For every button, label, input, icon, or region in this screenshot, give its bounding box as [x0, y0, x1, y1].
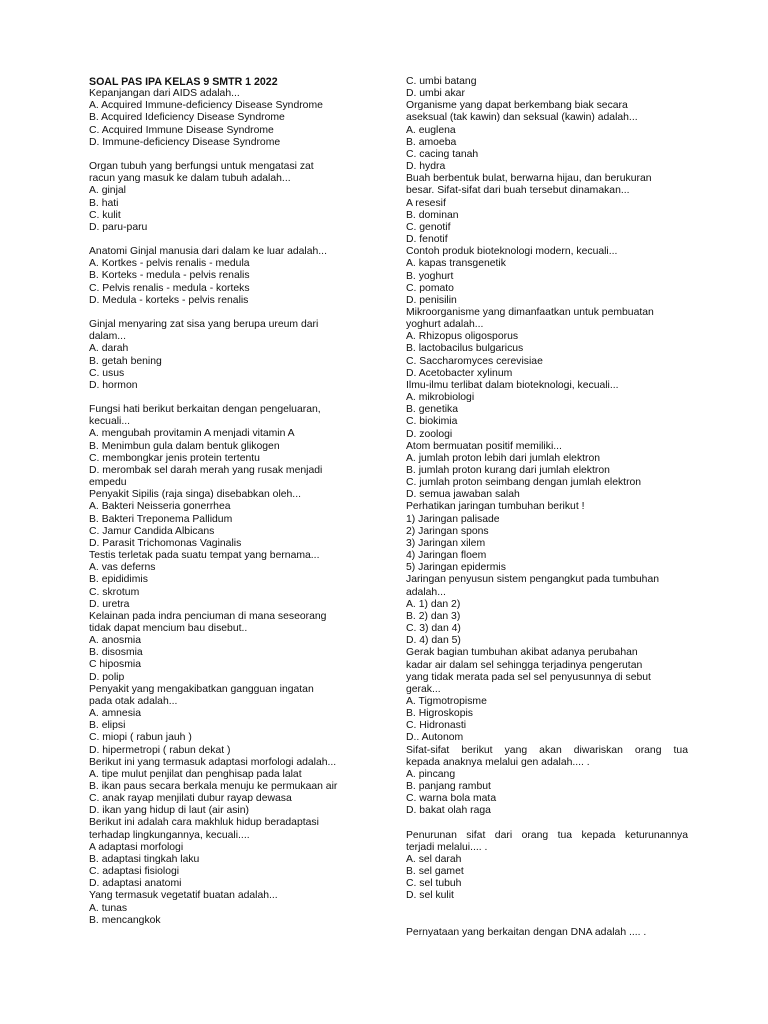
- left-column: [89, 76, 379, 927]
- right-column: [406, 76, 688, 939]
- text-line: Pernyataan yang berkaitan dengan DNA adalah .... .: [406, 926, 647, 938]
- text-line: Berikut ini adalah cara makhluk hidup beradaptasi: [89, 817, 319, 829]
- blank-line: [89, 234, 379, 246]
- text-line: A. kapas transgenetik: [406, 258, 506, 270]
- text-line: D. Immune-deficiency Disease Syndrome: [89, 136, 281, 148]
- text-line: 3) Jaringan xilem: [406, 537, 486, 549]
- text-line: D. sel kulit: [406, 890, 454, 902]
- text-line: B. epididimis: [89, 574, 148, 586]
- blank-line: [406, 818, 688, 830]
- text-line: Jaringan penyusun sistem pengangkut pada tumbuhan: [406, 574, 660, 586]
- text-line: Penyakit Sipilis (raja singa) disebabkan oleh...: [89, 489, 301, 501]
- text-line: C. usus: [89, 367, 125, 379]
- text-line: Penyakit yang mengakibatkan gangguan ingatan: [89, 683, 314, 695]
- text-line: C. 3) dan 4): [406, 623, 461, 635]
- text-line: D.. Autonom: [406, 732, 464, 744]
- text-line: racun yang masuk ke dalam tubuh adalah...: [89, 173, 291, 185]
- document-title: SOAL PAS IPA KELAS 9 SMTR 1 2022: [89, 76, 278, 88]
- text-line: D. zoologi: [406, 428, 453, 440]
- text-line: C. cacing tanah: [406, 148, 479, 160]
- text-line: Kelainan pada indra penciuman di mana seseorang: [89, 610, 327, 622]
- blank-line: [406, 915, 688, 927]
- text-line: terhadap lingkungannya, kecuali....: [89, 829, 250, 841]
- text-line: C. genotif: [406, 221, 451, 233]
- text-line: A. Acquired Immune-deficiency Disease Syndrome: [89, 100, 323, 112]
- text-line: tidak dapat mencium bau disebut..: [89, 622, 248, 634]
- text-line: Mikroorganisme yang dimanfaatkan untuk pembuatan: [406, 306, 654, 318]
- text-line: D. hipermetropi ( rabun dekat ): [89, 744, 231, 756]
- text-line: C. biokimia: [406, 416, 458, 428]
- text-line: C. jumlah proton seimbang dengan jumlah elektron: [406, 477, 642, 489]
- text-line: Fungsi hati berikut berkaitan dengan pengeluaran,: [89, 404, 321, 416]
- text-line: gerak...: [406, 683, 441, 695]
- text-line: C hiposmia: [89, 659, 141, 671]
- text-line: 4) Jaringan floem: [406, 550, 487, 562]
- text-line: kecuali...: [89, 416, 131, 428]
- text-line: A. Bakteri Neisseria gonerrhea: [89, 501, 231, 513]
- text-line: D. penisilin: [406, 294, 457, 306]
- text-line: D. hormon: [89, 379, 138, 391]
- text-line: A. sel darah: [406, 853, 462, 865]
- text-line: C. Jamur Candida Albicans: [89, 525, 215, 537]
- text-line: A. anosmia: [89, 635, 141, 647]
- text-line: B. Acquired Idefіciency Disease Syndrome: [89, 112, 285, 124]
- text-line: C. Hidronasti: [406, 720, 467, 732]
- text-line: Testis terletak pada suatu tempat yang bernama...: [89, 550, 320, 562]
- text-line: C. pomato: [406, 282, 454, 294]
- text-line: B. yoghurt: [406, 270, 454, 282]
- text-line: B. adaptasi tingkah laku: [89, 853, 200, 865]
- text-line: empedu: [89, 477, 127, 489]
- text-line: C. umbi batang: [406, 76, 477, 87]
- text-line: D. polip: [89, 671, 125, 683]
- text-line: A. mengubah provitamin A menjadi vitamin A: [89, 428, 295, 440]
- text-line: B. lactobacilus bulgaricus: [406, 343, 524, 355]
- text-line: 2) Jaringan spons: [406, 525, 489, 537]
- text-line: B. elipsi: [89, 720, 126, 732]
- text-line: terjadi melalui.... .: [406, 841, 488, 853]
- text-line: A. darah: [89, 343, 129, 355]
- text-line: yang tidak merata pada sel sel penyusunnya di sebut: [406, 671, 651, 683]
- text-line: D. Acetobacter xylinum: [406, 367, 513, 379]
- text-line: C. adaptasi fisiologi: [89, 866, 180, 878]
- blank-line: [406, 903, 688, 915]
- text-line: D. hydra: [406, 161, 446, 173]
- text-line: A resesif: [406, 197, 446, 209]
- text-line: A. tipe mulut penjilat dan penghisap pada lalat: [89, 768, 302, 780]
- text-line: Ilmu-ilmu terlibat dalam bioteknologi, kecuali...: [406, 379, 619, 391]
- text-line: B. amoeba: [406, 136, 457, 148]
- text-line: C. Acquired Immune Disease Syndrome: [89, 124, 274, 136]
- text-line: Organ tubuh yang berfungsi untuk mengatasi zat: [89, 161, 314, 173]
- text-line: Anatomi Ginjal manusia dari dalam ke luar adalah...: [89, 246, 327, 258]
- text-line: A. tunas: [89, 902, 128, 914]
- text-line: A. pincang: [406, 768, 456, 780]
- text-line: B. getah bening: [89, 355, 162, 367]
- text-line: D. semua jawaban salah: [406, 489, 520, 501]
- text-line: kepada anaknya melalui gen adalah.... .: [406, 756, 590, 768]
- text-line: B. mencangkok: [89, 914, 161, 926]
- text-line: A. Kortkes - pelvis renalis - medula: [89, 258, 250, 270]
- text-line: Contoh produk bioteknologi modern, kecuali...: [406, 246, 618, 258]
- text-line: D. 4) dan 5): [406, 635, 461, 647]
- text-line: Buah berbentuk bulat, berwarna hijau, dan berukuran: [406, 173, 652, 185]
- text-line: 1) Jaringan palisade: [406, 513, 500, 525]
- text-line: A. amnesia: [89, 708, 141, 720]
- text-line: Gerak bagian tumbuhan akibat adanya perubahan: [406, 647, 638, 659]
- text-line: 5) Jaringan epidermis: [406, 562, 506, 574]
- text-line: aseksual (tak kawin) dan seksual (kawin) adalah...: [406, 112, 638, 124]
- text-line: C. kulit: [89, 209, 121, 221]
- text-line: D. merombak sel darah merah yang rusak menjadi: [89, 464, 323, 476]
- text-line: B. jumlah proton kurang dari jumlah elektron: [406, 465, 610, 476]
- text-line: besar. Sifat-sifat dari buah tersebut dinamakan...: [406, 185, 630, 197]
- text-line: adalah...: [406, 586, 446, 598]
- text-line: B. 2) dan 3): [406, 610, 461, 622]
- text-line: B. Menimbun gula dalam bentuk glikogen: [89, 440, 280, 452]
- text-line: B. Korteks - medula - pelvis renalis: [89, 270, 250, 282]
- text-line: C. anak rayap menjilati dubur rayap dewasa: [89, 793, 292, 805]
- text-line: C. sel tubuh: [406, 878, 462, 890]
- text-line: D. bakat olah raga: [406, 805, 491, 817]
- text-line: dalam...: [89, 331, 126, 343]
- blank-line: [89, 149, 379, 161]
- text-line: Penurunan sifat dari orang tua kepada keturunannya: [406, 829, 688, 841]
- text-line: C. skrotum: [89, 586, 140, 598]
- text-line: D. ikan yang hidup di laut (air asin): [89, 805, 249, 817]
- text-line: B. dominan: [406, 209, 459, 221]
- text-line: Sifat-sifat berikut yang akan diwariskan orang tua: [406, 744, 688, 756]
- text-line: Organisme yang dapat berkembang biak secara: [406, 100, 628, 112]
- text-line: Perhatikan jaringan tumbuhan berikut !: [406, 501, 585, 513]
- text-line: B. ikan paus secara berkala menuju ke permukaan air: [89, 781, 338, 792]
- text-line: Ginjal menyaring zat sisa yang berupa ureum dari: [89, 319, 319, 331]
- text-line: B. Bakteri Treponema Pallidum: [89, 513, 233, 525]
- text-line: Yang termasuk vegetatif buatan adalah...: [89, 890, 278, 902]
- text-line: B. panjang rambut: [406, 781, 491, 793]
- text-line: C. warna bola mata: [406, 793, 497, 805]
- text-line: C. Pelvis renalis - medula - korteks: [89, 282, 250, 294]
- text-line: A. vas deferns: [89, 562, 156, 574]
- text-line: D. Parasit Trichomonas Vaginalis: [89, 537, 242, 549]
- blank-line: [89, 307, 379, 319]
- text-line: B. hati: [89, 197, 119, 209]
- text-line: B. disosmia: [89, 647, 143, 659]
- text-line: Berikut ini yang termasuk adaptasi morfologi adalah...: [89, 756, 337, 768]
- text-line: yoghurt adalah...: [406, 319, 484, 331]
- text-line: A adaptasi morfologi: [89, 841, 184, 853]
- text-line: C. membongkar jenis protein tertentu: [89, 452, 260, 464]
- text-line: D. Medula - korteks - pelvis renalis: [89, 294, 249, 306]
- text-line: D. paru-paru: [89, 221, 148, 233]
- blank-line: [89, 392, 379, 404]
- text-line: pada otak adalah...: [89, 695, 178, 707]
- text-line: A. jumlah proton lebih dari jumlah elektron: [406, 452, 601, 464]
- text-line: D. adaptasi anatomi: [89, 878, 182, 890]
- text-line: D. uretra: [89, 598, 130, 610]
- text-line: D. umbi akar: [406, 88, 465, 100]
- text-line: A. euglena: [406, 124, 456, 136]
- text-line: A. Rhizopus oligosporus: [406, 331, 519, 343]
- text-line: B. Higroskopis: [406, 708, 473, 720]
- text-line: kadar air dalam sel sehingga terjadinya pengerutan: [406, 659, 643, 671]
- text-line: B. genetika: [406, 404, 458, 416]
- text-line: A. ginjal: [89, 185, 126, 197]
- text-line: A. mikrobiologi: [406, 392, 475, 404]
- text-line: D. fenotif: [406, 234, 448, 246]
- text-line: B. sel gamet: [406, 866, 464, 878]
- text-line: A. Tigmotropisme: [406, 695, 487, 707]
- text-line: Atom bermuatan positif memiliki...: [406, 440, 562, 452]
- text-line: Kepanjangan dari AIDS adalah...: [89, 88, 240, 100]
- text-line: A. 1) dan 2): [406, 598, 461, 610]
- text-line: C. miopi ( rabun jauh ): [89, 732, 192, 744]
- text-line: C. Saccharomyces cerevisiae: [406, 355, 543, 367]
